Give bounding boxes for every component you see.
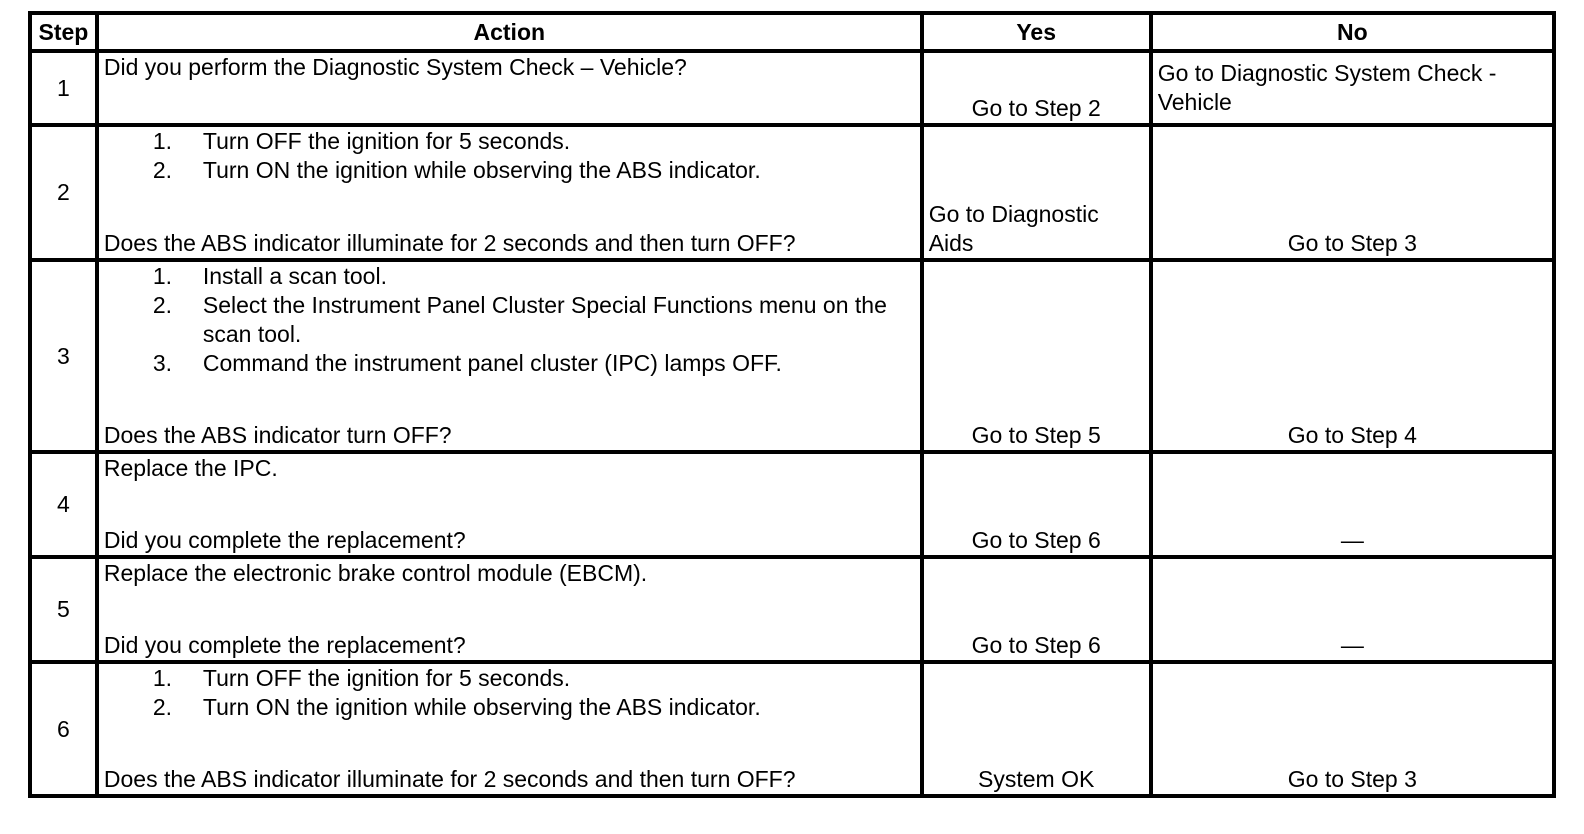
instruction-list: [104, 127, 915, 185]
yes-result: Go to Step 5: [922, 260, 1151, 452]
instruction-number: 3.: [152, 350, 173, 376]
action-lead: Replace the electronic brake control module (EBCM).: [103, 560, 648, 586]
action-question: Does the ABS indicator turn OFF?: [103, 422, 452, 448]
instruction-item: [104, 664, 915, 693]
no-result: Go to Step 4: [1151, 260, 1554, 452]
action-question: Does the ABS indicator illuminate for 2 seconds and then turn OFF?: [103, 230, 796, 256]
instruction-text: Command the instrument panel cluster (IPC) lamps OFF.: [202, 350, 782, 376]
instruction-item: [104, 262, 915, 291]
instruction-text: Install a scan tool.: [202, 263, 387, 289]
step-number: 6: [30, 662, 97, 796]
instruction-item: [104, 156, 915, 185]
instruction-text: Turn OFF the ignition for 5 seconds.: [202, 128, 571, 154]
action-lead: Replace the IPC.: [103, 455, 278, 481]
step-number: 2: [30, 125, 97, 260]
header-yes: Yes: [922, 13, 1151, 51]
yes-result: Go to Diagnostic Aids: [922, 125, 1151, 260]
instruction-list: [104, 664, 915, 722]
instruction-text: Turn OFF the ignition for 5 seconds.: [202, 665, 571, 691]
action-cell: [97, 662, 922, 796]
table-row: [30, 260, 1554, 452]
no-result: —: [1151, 452, 1554, 557]
action-cell: [97, 51, 922, 125]
step-number: 4: [30, 452, 97, 557]
instruction-number: 2.: [152, 292, 173, 318]
instruction-text: Turn ON the ignition while observing the ABS indicator.: [202, 157, 761, 183]
no-result: Go to Step 3: [1151, 125, 1554, 260]
action-question: Did you perform the Diagnostic System Check – Vehicle?: [103, 54, 687, 80]
yes-result: System OK: [922, 662, 1151, 796]
header-action: Action: [97, 13, 922, 51]
table-row: [30, 51, 1554, 125]
yes-result: Go to Step 6: [922, 557, 1151, 662]
action-question: Did you complete the replacement?: [103, 527, 466, 553]
table-row: [30, 557, 1554, 662]
instruction-number: 1.: [152, 263, 173, 289]
no-result: Go to Step 3: [1151, 662, 1554, 796]
instruction-text: Turn ON the ignition while observing the ABS indicator.: [202, 694, 761, 720]
instruction-item: [104, 349, 915, 378]
table-row: [30, 125, 1554, 260]
step-number: 5: [30, 557, 97, 662]
instruction-number: 2.: [152, 694, 173, 720]
instruction-number: 2.: [152, 157, 173, 183]
instruction-list: [104, 262, 915, 378]
instruction-item: [104, 127, 915, 156]
action-question: Does the ABS indicator illuminate for 2 seconds and then turn OFF?: [103, 766, 796, 792]
action-cell: [97, 557, 922, 662]
action-cell: [97, 452, 922, 557]
header-no: No: [1151, 13, 1554, 51]
action-cell: [97, 260, 922, 452]
table-row: [30, 662, 1554, 796]
yes-result: Go to Step 2: [922, 51, 1151, 125]
table-row: [30, 452, 1554, 557]
action-cell: [97, 125, 922, 260]
no-result: —: [1151, 557, 1554, 662]
step-number: 1: [30, 51, 97, 125]
instruction-text: Select the Instrument Panel Cluster Special Functions menu on the scan tool.: [202, 292, 887, 347]
instruction-number: 1.: [152, 665, 173, 691]
diagnostic-table: [28, 11, 1556, 798]
instruction-item: [104, 693, 915, 722]
step-number: 3: [30, 260, 97, 452]
instruction-item: [104, 291, 915, 349]
action-question: Did you complete the replacement?: [103, 632, 466, 658]
no-result: Go to Diagnostic System Check - Vehicle: [1151, 51, 1554, 125]
instruction-number: 1.: [152, 128, 173, 154]
yes-result: Go to Step 6: [922, 452, 1151, 557]
header-step: Step: [30, 13, 97, 51]
table-header-row: [30, 13, 1554, 51]
